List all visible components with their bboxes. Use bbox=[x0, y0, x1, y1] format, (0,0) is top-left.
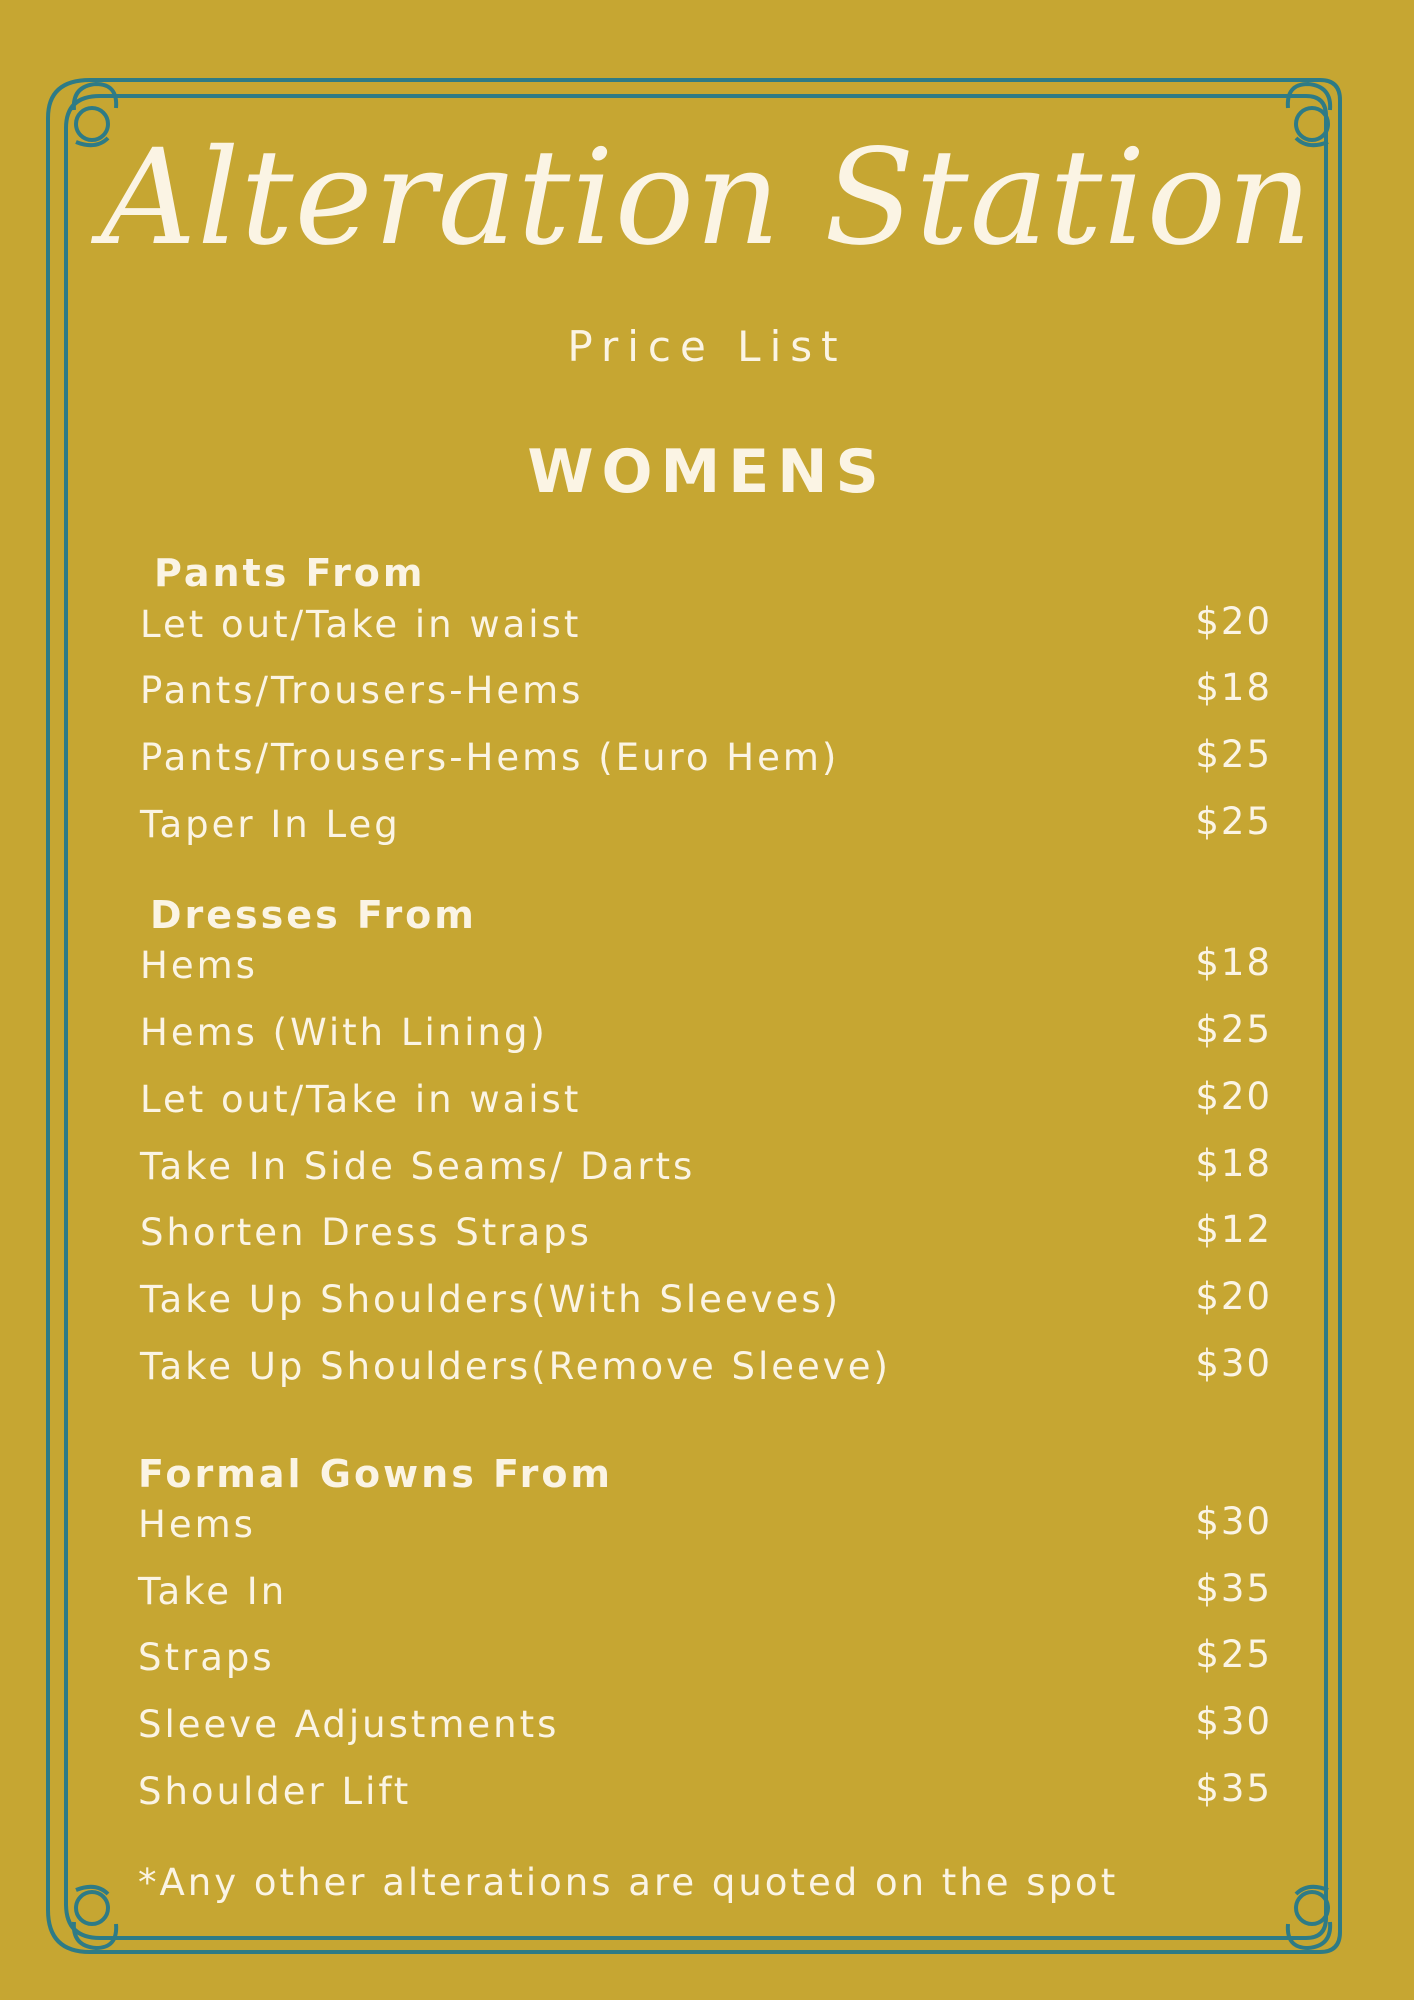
list-item-price: $30 bbox=[1195, 1700, 1272, 1743]
list-item-label: Take Up Shoulders(Remove Sleeve) bbox=[140, 1345, 891, 1388]
category-heading-dresses: Dresses From bbox=[150, 893, 477, 937]
list-item-price: $30 bbox=[1195, 1342, 1272, 1385]
list-item-label: Pants/Trousers-Hems bbox=[140, 669, 584, 712]
list-item-label: Hems bbox=[138, 1503, 256, 1546]
list-item-price: $25 bbox=[1195, 800, 1272, 843]
list-item-price: $35 bbox=[1195, 1567, 1272, 1610]
list-item-label: Shorten Dress Straps bbox=[140, 1211, 592, 1254]
list-item-price: $18 bbox=[1195, 1142, 1272, 1185]
list-item-price: $25 bbox=[1195, 1008, 1272, 1051]
list-item-label: Straps bbox=[138, 1636, 275, 1679]
list-item-price: $20 bbox=[1195, 1075, 1272, 1118]
list-item-label: Sleeve Adjustments bbox=[138, 1703, 560, 1746]
list-item-price: $18 bbox=[1195, 666, 1272, 709]
category-heading-formal-gowns: Formal Gowns From bbox=[138, 1452, 614, 1496]
list-item-price: $25 bbox=[1195, 1633, 1272, 1676]
page-subtitle: Price List bbox=[567, 322, 847, 371]
category-heading-pants: Pants From bbox=[154, 551, 426, 595]
list-item-label: Let out/Take in waist bbox=[140, 1078, 582, 1121]
list-item-label: Take In bbox=[138, 1570, 288, 1613]
list-item-price: $25 bbox=[1195, 733, 1272, 776]
list-item-label: Take In Side Seams/ Darts bbox=[140, 1145, 696, 1188]
list-item-price: $20 bbox=[1195, 600, 1272, 643]
list-item-label: Take Up Shoulders(With Sleeves) bbox=[140, 1278, 842, 1321]
page-title: Alteration Station bbox=[100, 121, 1314, 275]
section-heading: WOMENS bbox=[527, 437, 887, 507]
list-item-price: $12 bbox=[1195, 1208, 1272, 1251]
list-item-label: Let out/Take in waist bbox=[140, 603, 582, 646]
list-item-label: Hems (With Lining) bbox=[140, 1011, 548, 1054]
list-item-label: Shoulder Lift bbox=[138, 1770, 412, 1813]
list-item-price: $20 bbox=[1195, 1275, 1272, 1318]
list-item-price: $18 bbox=[1195, 941, 1272, 984]
list-item-label: Taper In Leg bbox=[140, 803, 401, 846]
list-item-price: $30 bbox=[1195, 1500, 1272, 1543]
list-item-label: Hems bbox=[140, 944, 258, 987]
list-item-label: Pants/Trousers-Hems (Euro Hem) bbox=[140, 736, 840, 779]
footnote: *Any other alterations are quoted on the spot bbox=[138, 1861, 1119, 1904]
list-item-price: $35 bbox=[1195, 1767, 1272, 1810]
